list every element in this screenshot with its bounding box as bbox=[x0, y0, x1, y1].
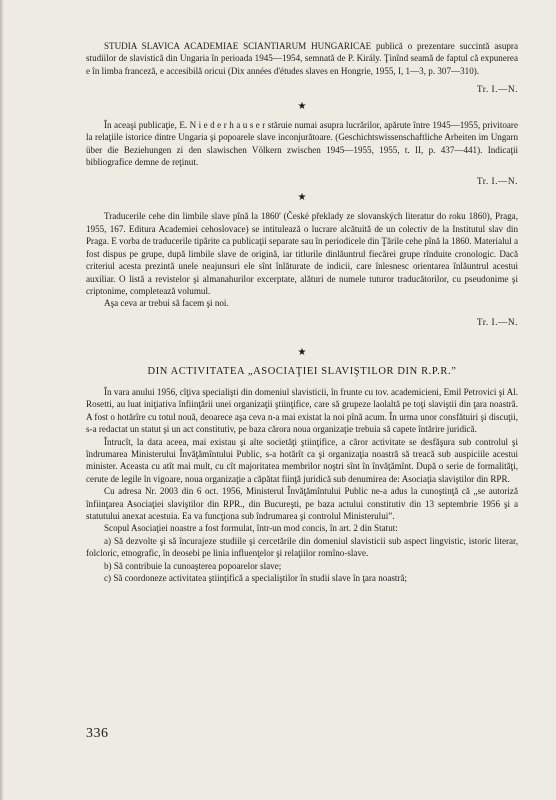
paragraph: În vara anului 1956, cîţiva specialişti din domeniul slavisticii, în frunte cu tov. academicieni, Emil Petrovici şi Al. Rosetti, au luat iniţiativa înfiinţării unei organizaţii ştiinţifice, care să grupeze laolaltă pe toţi slaviştii din ţara noastră. A fost o hotărîre cu totul nouă, deoarece aşa ceva n-a mai existat la noi pînă acum. În urma unor consfătuiri şi discuţii, s-a redactat un statut şi un act constitutiv, pe baza cărora noua organizaţie trebuia să capete întărire juridică. bbox=[86, 386, 518, 435]
paragraph: Cu adresa Nr. 2003 din 6 oct. 1956, Ministerul Învăţămîntului Public ne-a adus la cunoştinţă că „se autoriză înfiinţarea Asociaţiei slaviştilor din RPR., din Bucureşti, pe baza actului constitutiv din 13 septembrie 1956 şi a statutului anexat acestuia. Ea va funcţiona sub îndrumarea şi controlul Ministerului”. bbox=[86, 486, 518, 521]
signature: Tr. I.—N. bbox=[476, 176, 518, 187]
notice-studia-slavica bbox=[86, 40, 518, 97]
paragraph: STUDIA SLAVICA ACADEMIAE SCIANTIARUM HUNGARICAE publică o prezentare succintă asupra studiilor de slavistică din Ungaria în perioada 1945—1954, semnată de P. Király. Ţinînd seamă de faptul că expunerea e în limba franceză, e accesibilă oricui (Dix années d'études slaves en Hongrie, 1955, I, 1—3, p. 307—310). bbox=[86, 41, 518, 76]
page-binding-shadow bbox=[0, 0, 4, 800]
list-item-c: c) Să coordoneze activitatea ştiinţifică a specialiştilor în studii slave în ţara noastră; bbox=[104, 573, 408, 584]
paragraph: Traducerile cehe din limbile slave pînă la 1860' (České překlady ze slovanských literatur do roku 1860), Praga, 1955, 167. Editura Academiei cehoslovace) se intitulează o lucrare alcătuită de un colectiv de la Institutul slav din Praga. E vorba de traducerile tipărite ca publicaţii separate sau în periodicele din Ţările cehe pînă la 1860. Materialul a fost dispus pe grupe, după limbile slave de origină, iar titlurile dinlăuntrul fiecărei grupe rînduite cronologic. Dacă criteriul acesta prezintă unele neajunsuri ele sînt înlăturate de indicii, care înlesnesc orientarea înlăuntrul acestui auxiliar. O listă a revistelor şi almanahurilor excerptate, alături de numele tuturor traducătorilor, cu pseudonime şi criptonime, completează volumul. bbox=[86, 211, 519, 296]
notice-niederhauser bbox=[86, 119, 518, 188]
list-item-a: a) Să dezvolte şi să încurajeze studiile şi cercetările din domeniul slavisticii sub aspect lingvistic, istoric literar, folcloric, etnografic, în deosebi pe linia influenţelor şi relaţiilor romîno-slave. bbox=[86, 535, 518, 559]
text-column bbox=[86, 40, 518, 584]
page-number: 336 bbox=[86, 726, 109, 741]
paragraph: În aceaşi publicaţie, E. N i e d e r h a u s e r stăruie numai asupra lucrărilor, apărute între 1945—1955, privitoare la relaţiile istorice dintre Ungaria şi popoarele slave inconjurătoare. (Geschichtswissenschaftliche Arbeiten im Ungarn über die Beziehungen zi den slawischen Völkern zwischen 1945—1955, 1955, t. II, p. 437—441). Indicaţii bibliografice demne de reţinut. bbox=[86, 120, 518, 168]
paragraph: Întrucît, la data aceea, mai existau şi alte societăţi ştiinţifice, a căror activitate se desfăşura sub controlul şi îndrumarea Ministerului Învăţămîntului Public, s-a hotărît ca şi organizaţia noastră să treacă sub auspiciile acestui minister. Aceasta cu atît mai mult, cu cît majoritatea membrilor noştri sînt în învăţămînt. După o serie de formalităţi, cerute de legile în vigoare, noua organizaţie a căpătat fiinţă juridică sub denumirea de: Asociaţia slaviştilor din RPR. bbox=[86, 436, 518, 484]
star-separator: ★ bbox=[297, 347, 307, 359]
section-title: DIN ACTIVITATEA „ASOCIAŢIEI SLAVIŞTILOR DIN R.P.R.” bbox=[147, 365, 457, 377]
section-body bbox=[86, 386, 518, 585]
star-separator: ★ bbox=[297, 100, 307, 112]
signature: Tr. I.—N. bbox=[476, 317, 518, 328]
signature: Tr. I.—N. bbox=[476, 85, 518, 96]
star-separator: ★ bbox=[297, 192, 307, 204]
paragraph-closing: Aşa ceva ar trebui să facem şi noi. bbox=[104, 298, 229, 309]
list-item-b: b) Să contribuie la cunoaşterea popoarelor slave; bbox=[104, 560, 282, 571]
notice-traducerile-cehe bbox=[86, 210, 518, 329]
paragraph: Scopul Asociaţiei noastre a fost formulat, într-un mod concis, în art. 2 din Statut: bbox=[104, 523, 398, 534]
